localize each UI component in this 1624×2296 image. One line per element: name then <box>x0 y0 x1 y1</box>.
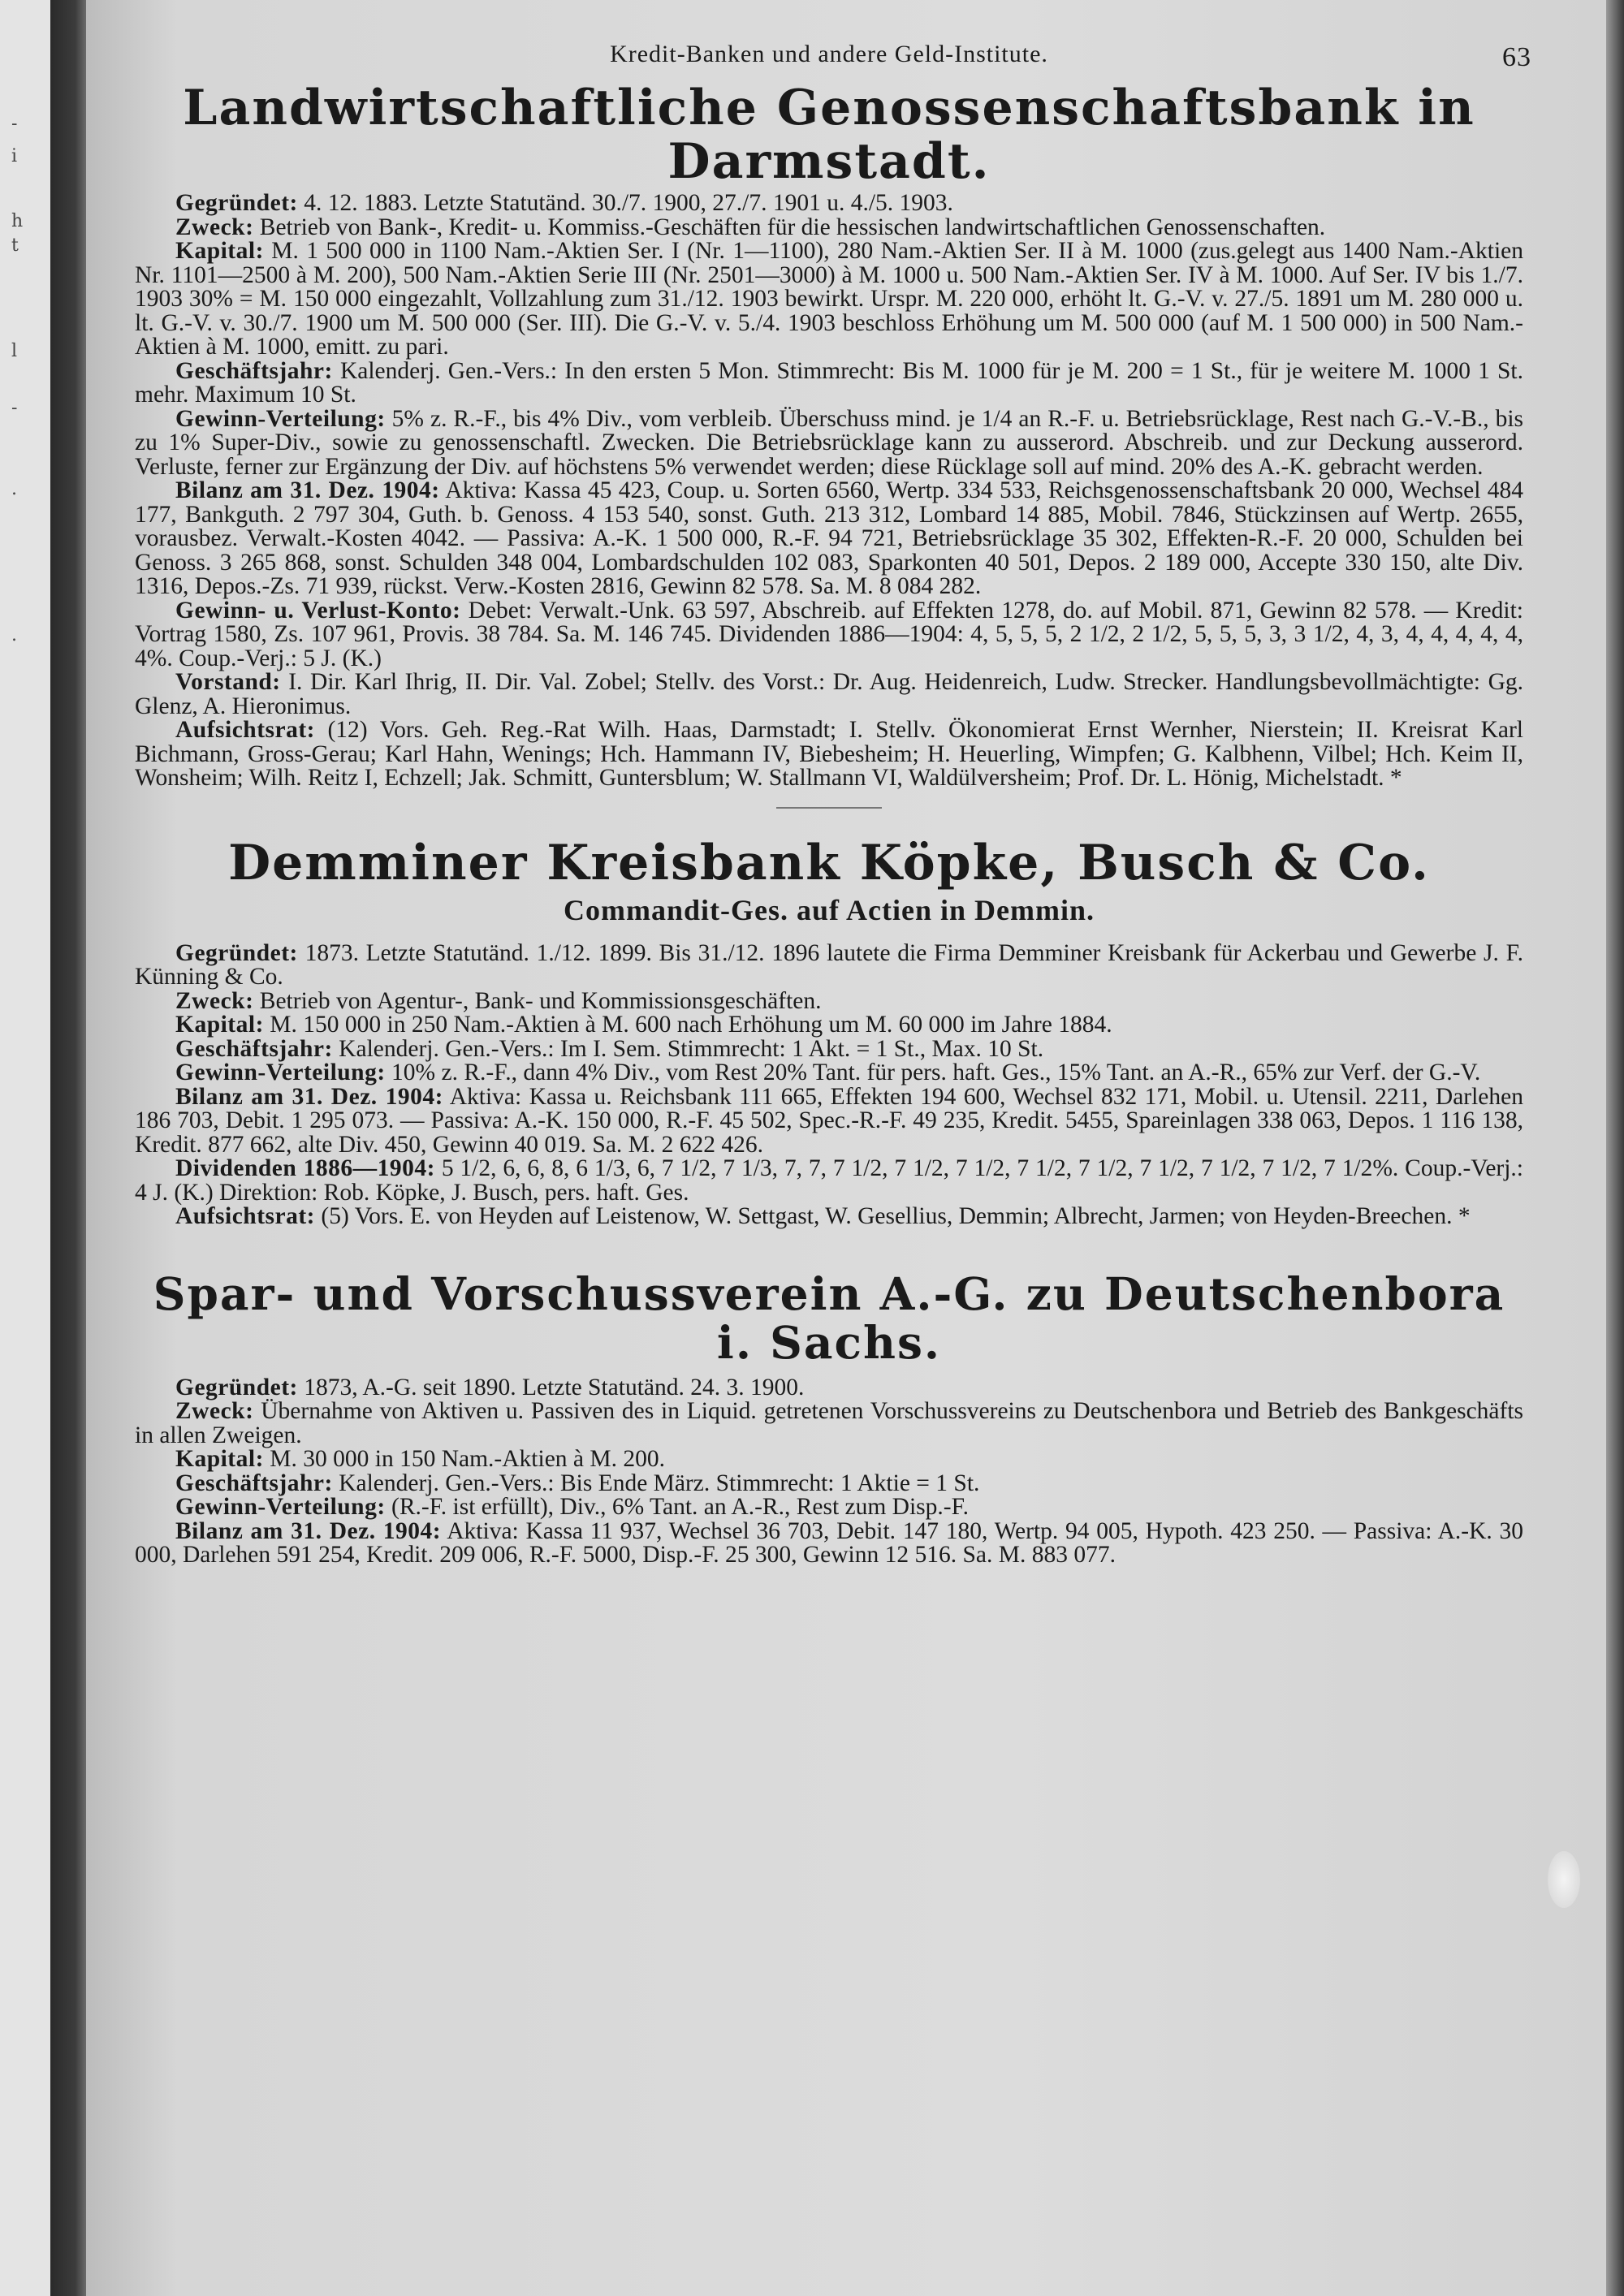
field-text: M. 150 000 in 250 Nam.-Aktien à M. 600 nach Erhöhung um M. 60 000 im Jahre 1884. <box>270 1012 1112 1038</box>
field-text: M. 30 000 in 150 Nam.-Aktien à M. 200. <box>270 1446 665 1472</box>
field-text: Übernahme von Aktiven u. Passiven des in Liquid. getretenen Vorschussvereins zu Deutschenbora und Betrieb des Bankgeschäfts in allen Zweigen. <box>135 1398 1524 1448</box>
margin-fragment: . <box>11 479 17 499</box>
entry-field <box>135 1517 1523 1568</box>
entry-field <box>135 1157 1523 1205</box>
margin-fragment: l <box>11 341 18 361</box>
field-label: Bilanz am 31. Dez. 1904: <box>175 477 440 503</box>
book-spine <box>50 0 86 2296</box>
field-label: Kapital: <box>175 1012 264 1038</box>
entry-field <box>135 357 1523 408</box>
entry-field <box>135 1013 1523 1038</box>
field-text: Kalenderj. Gen.-Vers.: Im I. Sem. Stimmrecht: 1 Akt. = 1 St., Max. 10 St. <box>339 1035 1044 1062</box>
margin-fragment: - <box>11 114 18 134</box>
entry-field <box>135 1376 1523 1400</box>
field-label: Gewinn- u. Verlust-Konto: <box>175 597 461 624</box>
field-text: Kalenderj. Gen.-Vers.: Bis Ende März. Stimmrecht: 1 Aktie = 1 St. <box>339 1470 980 1496</box>
field-text: (12) Vors. Geh. Reg.-Rat Wilh. Haas, Darmstadt; I. Stellv. Ökonomierat Ernst Wernher, Nierstein; II. Kreisrat Karl Bichmann, Gross-Gerau; Karl Hahn, Wenings; Hch. Hammann IV, Biebesheim; H. Heuerling, Wimpfen; G. Kalbhenn, Vilbel; Hch. Keim II, Wonsheim; Wilh. Reitz I, Echzell; Jak. Schmitt, Guntersblum; W. Stallmann VI, Waldülversheim; Prof. Dr. L. Hönig, Michelstadt. * <box>135 717 1523 791</box>
entry-field <box>135 1205 1523 1229</box>
entry-field <box>135 671 1523 719</box>
entry-field <box>135 719 1523 791</box>
margin-fragment: h <box>11 211 24 231</box>
field-label: Geschäftsjahr: <box>175 1470 333 1496</box>
field-label: Gewinn-Verteilung: <box>175 1060 386 1085</box>
field-label: Kapital: <box>175 1446 264 1472</box>
field-label: Bilanz am 31. Dez. 1904: <box>175 1517 442 1544</box>
field-label: Geschäftsjahr: <box>175 357 333 384</box>
field-label: Kapital: <box>175 238 264 264</box>
field-text: Kalenderj. Gen.-Vers.: In den ersten 5 Mon. Stimmrecht: Bis M. 1000 für je M. 200 = 1 St., für je weitere M. 1000 1 St. mehr. Maximum 10 St. <box>135 357 1523 408</box>
entry-field <box>135 1061 1523 1085</box>
field-text: Aktiva: Kassa 45 423, Coup. u. Sorten 6560, Wertp. 334 533, Reichsgenossenschaftsbank 20 000, Wechsel 484 177, Bankguth. 2 797 304, Guth. b. Genoss. 4 153 540, sonst. Guth. 213 312, Lombard 14 885, Mobil. 7846, Stückzinsen auf Wertp. 2655, vorausbez. Verwalt.-Kosten 4042. — Passiva: A.-K. 1 500 000, R.-F. 94 721, Betriebsrücklage 35 302, Effekten-R.-F. 20 000, Schulden bei Genoss. 3 265 868, sonst. Schulden 348 004, Lombardschulden 102 083, Sparkonten 40 501, Depos. 2 189 000, Accepte 330 150, alte Div. 1316, Depos.-Zs. 71 939, rückst. Verw.-Kosten 2816, Gewinn 82 578. Sa. M. 8 084 282. <box>135 477 1523 599</box>
field-label: Zweck: <box>175 987 254 1014</box>
page-number: 63 <box>1502 42 1531 72</box>
margin-fragment: - <box>11 398 18 418</box>
field-label: Gegründet: <box>175 190 298 216</box>
field-text: 4. 12. 1883. Letzte Statutänd. 30./7. 1900, 27./7. 1901 u. 4./5. 1903. <box>304 190 953 216</box>
field-text: Aktiva: Kassa 11 937, Wechsel 36 703, Debit. 147 180, Wertp. 94 005, Hypoth. 423 250. — Passiva: A.-K. 30 000, Darlehen 591 254, Kredit. 209 006, R.-F. 5000, Disp.-F. 25 300, Gewinn 12 516. Sa. M. 883 077. <box>135 1517 1523 1568</box>
margin-fragment: i <box>11 146 18 166</box>
entry-field <box>135 479 1523 599</box>
page-content <box>135 24 1531 1568</box>
entry-field <box>135 939 1523 990</box>
field-text: 5 1/2, 6, 6, 8, 6 1/3, 6, 7 1/2, 7 1/3, 7, 7, 7 1/2, 7 1/2, 7 1/2, 7 1/2, 7 1/2, 7 1/2, 7 1/2, 7 1/2, 7 1/2%. Coup.-Verj.: 4 J. (K.) Direktion: Rob. Köpke, J. Busch, pers. haft. Ges. <box>135 1155 1524 1206</box>
margin-fragment: t <box>11 235 19 256</box>
field-text: 10% z. R.-F., dann 4% Div., vom Rest 20% Tant. für pers. haft. Ges., 15% Tant. an A.-R., 65% zur Verf. der G.-V. <box>391 1060 1481 1085</box>
margin-fragment: . <box>11 625 17 645</box>
field-label: Aufsichtsrat: <box>175 717 316 743</box>
field-label: Dividenden 1886—1904: <box>175 1155 435 1181</box>
company-entry <box>135 836 1523 1229</box>
company-entry <box>135 1267 1524 1568</box>
field-label: Gegründet: <box>175 939 298 966</box>
entry-field <box>135 987 1523 1014</box>
field-text: Betrieb von Bank-, Kredit- u. Kommiss.-Geschäften für die hessischen landwirtschaftlichen Genossenschaften. <box>259 214 1326 240</box>
entry-field <box>135 1035 1523 1062</box>
entry-field <box>135 240 1523 360</box>
field-text: 1873, A.-G. seit 1890. Letzte Statutänd. 24. 3. 1900. <box>304 1374 805 1400</box>
field-text: I. Dir. Karl Ihrig, II. Dir. Val. Zobel; Stellv. des Vorst.: Dr. Aug. Heidenreich, Ludw. Strecker. Handlungsbevollmächtigte: Gg. Glenz, A. Hieronimus. <box>135 669 1524 719</box>
field-text: (R.-F. ist erfüllt), Div., 6% Tant. an A.-R., Rest zum Disp.-F. <box>391 1494 970 1520</box>
field-label: Gegründet: <box>175 1374 298 1400</box>
field-text: M. 1 500 000 in 1100 Nam.-Aktien Ser. I (Nr. 1—1100), 280 Nam.-Aktien Ser. II à M. 1000 (zus.gelegt aus 1400 Nam.-Aktien Nr. 1101—2500 à M. 200), 500 Nam.-Aktien Serie III (Nr. 2501—3000) à M. 1000 u. 500 Nam.-Aktien Ser. IV à M. 1000. Auf Ser. IV bis 1./7. 1903 30% = M. 150 000 eingezahlt, Vollzahlung zum 31./12. 1903 bewirkt. Urspr. M. 220 000, erhöht lt. G.-V. v. 27./5. 1891 um M. 280 000 u. lt. G.-V. v. 30./7. 1900 um M. 500 000 (Ser. III). Die G.-V. v. 5./4. 1903 beschloss Erhöhung um M. 500 000 (auf M. 1 500 000) in 500 Nam.-Aktien à M. 1000, emitt. zu pari. <box>135 238 1524 360</box>
field-label: Zweck: <box>175 214 254 240</box>
entry-field <box>135 1495 1523 1520</box>
company-subtitle: Commandit-Ges. auf Actien in Demmin. <box>564 893 1095 926</box>
entry-field <box>135 1400 1523 1448</box>
field-text: 1873. Letzte Statutänd. 1./12. 1899. Bis 31./12. 1896 lautete die Firma Demminer Kreisbank für Ackerbau und Gewerbe J. F. Künning & Co. <box>135 939 1523 990</box>
entry-field <box>135 1085 1523 1158</box>
entry-field <box>135 405 1524 480</box>
field-label: Gewinn-Verteilung: <box>175 1494 386 1520</box>
facing-page-margin <box>0 0 50 2296</box>
field-text: Betrieb von Agentur-, Bank- und Kommissionsgeschäften. <box>259 987 822 1014</box>
running-head-title: Kredit-Banken und andere Geld-Institute. <box>610 41 1048 67</box>
field-label: Geschäftsjahr: <box>175 1035 333 1062</box>
entry-field <box>135 1448 1523 1472</box>
book-page <box>86 0 1613 2296</box>
company-title: Demminer Kreisbank Köpke, Busch & Co. <box>228 834 1430 891</box>
company-entry <box>135 81 1523 809</box>
company-title: Landwirtschaftliche Genossenschaftsbank in Darmstadt. <box>183 80 1475 190</box>
section-separator <box>776 807 882 809</box>
field-text: Debet: Verwalt.-Unk. 63 597, Abschreib. auf Effekten 1278, do. auf Mobil. 871, Gewinn 82 578. — Kredit: Vortrag 1580, Zs. 107 961, Provis. 38 784. Sa. M. 146 745. Dividenden 1886—1904: 4, 5, 5, 5, 2 1/2, 2 1/2, 5, 5, 5, 3, 3 1/2, 4, 3, 4, 4, 4, 4, 4, 4%. Coup.-Verj.: 5 J. (K.) <box>135 597 1523 671</box>
field-label: Aufsichtsrat: <box>175 1203 316 1229</box>
field-label: Zweck: <box>175 1398 254 1424</box>
page-edge-shadow <box>1606 0 1624 2296</box>
field-text: (5) Vors. E. von Heyden auf Leistenow, W. Settgast, W. Gesellius, Demmin; Albrecht, Jarmen; von Heyden-Breechen. * <box>321 1203 1471 1229</box>
field-label: Vorstand: <box>175 669 281 695</box>
company-title: Spar- und Vorschussverein A.-G. zu Deutschenbora i. Sachs. <box>153 1267 1505 1369</box>
field-label: Bilanz am 31. Dez. 1904: <box>175 1083 443 1110</box>
entry-field <box>135 1472 1523 1496</box>
field-label: Gewinn-Verteilung: <box>175 405 386 432</box>
entry-field <box>135 599 1523 671</box>
field-text: Aktiva: Kassa u. Reichsbank 111 665, Effekten 194 600, Wechsel 832 171, Mobil. u. Utensil. 2211, Darlehen 186 703, Debit. 1 295 073. — Passiva: A.-K. 150 000, R.-F. 45 502, Spec.-R.-F. 49 235, Kredit. 5455, Spareinlagen 338 063, Depos. 1 116 138, Kredit. 877 662, alte Div. 450, Gewinn 40 019. Sa. M. 2 622 426. <box>135 1083 1523 1158</box>
running-head <box>135 24 1531 72</box>
field-text: 5% z. R.-F., bis 4% Div., vom verbleib. Überschuss mind. je 1/4 an R.-F. u. Betriebsrücklage, Rest nach G.-V.-B., bis zu 1% Super-Div., sowie zu genossenschaftl. Zwecken. Die Betriebsrücklage kann zu ausserord. Abschreib. und zur Deckung ausserord. Verluste, ferner zur Ergänzung der Div. auf höchstens 5% verwendet werden; diese Rücklage soll auf mind. 20% des A.-K. gebracht werden. <box>135 405 1524 480</box>
entry-field <box>135 216 1523 240</box>
entry-field <box>135 192 1523 216</box>
paper-glare <box>1548 1851 1580 1908</box>
